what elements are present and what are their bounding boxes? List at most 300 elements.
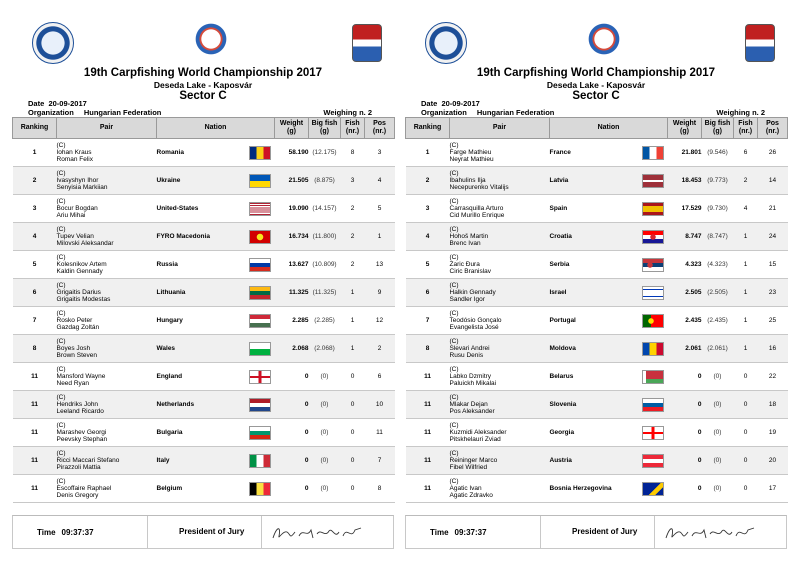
nation-cell: Belarus: [550, 363, 638, 391]
pair-cell: [57, 279, 157, 307]
table-row: [13, 139, 395, 167]
flag-cell: [245, 279, 275, 307]
flag-cell: [638, 251, 668, 279]
table-row: [13, 307, 395, 335]
fish-count-cell: 0: [734, 475, 758, 503]
date-value: 20-09-2017: [48, 99, 87, 108]
big-fish-cell: (0): [702, 391, 734, 419]
pair-cell: [450, 475, 550, 503]
pair-cell: [57, 335, 157, 363]
captain-marker: (C): [449, 422, 459, 429]
flag-cell: [245, 335, 275, 363]
weight-cell: 2.285: [275, 307, 309, 335]
fish-count-cell: 0: [734, 447, 758, 475]
flag-cell: [638, 419, 668, 447]
pair-member-2: Cid Murillo Enrique: [449, 212, 505, 219]
fish-count-cell: 1: [734, 279, 758, 307]
date-label: Date: [421, 99, 438, 108]
time-stamp: [430, 528, 487, 537]
position-cell: 20: [758, 447, 788, 475]
flag-cell: [638, 363, 668, 391]
nation-cell: Lithuania: [157, 279, 245, 307]
captain-marker: (C): [449, 198, 459, 205]
event-location: Deseda Lake - Kaposvár: [546, 80, 646, 90]
position-cell: 11: [365, 419, 395, 447]
weighing-number: Weighing n. 2: [716, 108, 765, 117]
flag-cell: [638, 335, 668, 363]
rank-cell: 6: [406, 279, 450, 307]
nation-cell: Georgia: [550, 419, 638, 447]
table-row: [406, 307, 788, 335]
captain-marker: (C): [56, 478, 66, 485]
position-cell: 8: [365, 475, 395, 503]
captain-marker: (C): [449, 282, 459, 289]
nation-cell: Bulgaria: [157, 419, 245, 447]
pair-member-2: Ciric Branislav: [449, 268, 492, 275]
nation-cell: Israel: [550, 279, 638, 307]
flag-cell: [638, 167, 668, 195]
nation-cell: United-States: [157, 195, 245, 223]
weight-cell: 0: [668, 475, 702, 503]
pair-member-1: Labko Dzmitry: [449, 373, 492, 380]
pair-cell: [450, 139, 550, 167]
big-fish-cell: (2.068): [309, 335, 341, 363]
header-fish: [341, 118, 365, 139]
table-row: [13, 167, 395, 195]
flag-cell: [638, 447, 668, 475]
pair-cell: [450, 307, 550, 335]
big-fish-cell: (2.061): [702, 335, 734, 363]
pair-member-1: Halkin Gennady: [449, 289, 496, 296]
fish-count-cell: 4: [734, 195, 758, 223]
captain-marker: (C): [56, 310, 66, 317]
weight-cell: 0: [668, 419, 702, 447]
slovenia-flag-icon: [642, 398, 664, 412]
rank-cell: 1: [406, 139, 450, 167]
time-label: Time: [430, 528, 449, 537]
fish-count-cell: 1: [341, 279, 365, 307]
header-big-fish: [309, 118, 341, 139]
results-sheet-right: [405, 0, 787, 565]
header-weight-unit: (g): [680, 128, 689, 135]
president-signature: [662, 522, 762, 544]
pair-member-1: Agatic Ivan: [449, 485, 482, 492]
captain-marker: (C): [56, 394, 66, 401]
pair-member-2: Brown Steven: [56, 352, 97, 359]
position-cell: 26: [758, 139, 788, 167]
big-fish-cell: (0): [309, 363, 341, 391]
captain-marker: (C): [449, 450, 459, 457]
date-value: 20-09-2017: [441, 99, 480, 108]
fish-count-cell: 0: [341, 447, 365, 475]
table-row: [13, 251, 395, 279]
pair-member-2: Sandler Igor: [449, 296, 485, 303]
fish-count-cell: 2: [734, 167, 758, 195]
ukraine-flag-icon: [249, 174, 271, 188]
pair-cell: [450, 363, 550, 391]
pair-member-1: Slevari Andrei: [449, 345, 490, 352]
header-ranking: Ranking: [13, 118, 57, 139]
pair-member-1: Teodósio Gonçalo: [449, 317, 502, 324]
championship-logo: [192, 20, 230, 58]
position-cell: 5: [365, 195, 395, 223]
weight-cell: 11.325: [275, 279, 309, 307]
organization-line: [421, 108, 554, 117]
footer-divider: [654, 516, 655, 548]
flag-cell: [638, 279, 668, 307]
pair-member-2: Neyrat Mathieu: [449, 156, 494, 163]
table-header-row: [406, 118, 788, 139]
header-weight-label: Weight: [672, 120, 697, 127]
pair-cell: [57, 363, 157, 391]
captain-marker: (C): [56, 142, 66, 149]
table-row: [13, 363, 395, 391]
pair-member-1: Iohan Kraus: [56, 149, 92, 156]
table-header-row: [13, 118, 395, 139]
header-weight-label: Weight: [279, 120, 304, 127]
pair-cell: [57, 419, 157, 447]
weight-cell: 0: [275, 447, 309, 475]
pair-member-2: Milovski Aleksandar: [56, 240, 114, 247]
latvia-flag-icon: [642, 174, 664, 188]
header-weight: [668, 118, 702, 139]
position-cell: 9: [365, 279, 395, 307]
footer-divider: [147, 516, 148, 548]
president-of-jury-label: President of Jury: [179, 527, 245, 536]
fish-count-cell: 0: [734, 363, 758, 391]
captain-marker: (C): [449, 226, 459, 233]
position-cell: 21: [758, 195, 788, 223]
header-fish-unit: (nr.): [345, 128, 360, 135]
pair-member-1: Kuzmidi Aleksander: [449, 429, 507, 436]
flag-cell: [245, 447, 275, 475]
event-title: 19th Carpfishing World Championship 2017: [476, 67, 716, 79]
header-pos-unit: (nr.): [765, 128, 780, 135]
table-row: [406, 139, 788, 167]
organization-label: Organization: [421, 108, 467, 117]
rank-cell: 8: [406, 335, 450, 363]
rank-cell: 11: [406, 363, 450, 391]
table-row: [406, 251, 788, 279]
position-cell: 3: [365, 139, 395, 167]
flag-cell: [638, 223, 668, 251]
pair-member-1: Ivasyshyn Ihor: [56, 177, 99, 184]
pair-member-1: Kolesnikov Artem: [56, 261, 107, 268]
big-fish-cell: (11.800): [309, 223, 341, 251]
nation-cell: Latvia: [550, 167, 638, 195]
flag-cell: [638, 195, 668, 223]
fish-count-cell: 6: [734, 139, 758, 167]
spain-flag-icon: [642, 202, 664, 216]
time-value: 09:37:37: [454, 528, 487, 537]
pair-member-1: Hohoš Martin: [449, 233, 489, 240]
table-row: [13, 419, 395, 447]
sector-heading: Sector C: [572, 90, 620, 102]
fish-count-cell: 0: [341, 475, 365, 503]
captain-marker: (C): [56, 282, 66, 289]
pair-member-2: Gazdag Zoltán: [56, 324, 100, 331]
big-fish-cell: (0): [309, 475, 341, 503]
pair-member-2: Pitskhelauri Zviad: [449, 436, 501, 443]
header-pos-label: Pos: [373, 120, 386, 127]
weight-cell: 21.505: [275, 167, 309, 195]
fish-count-cell: 0: [341, 391, 365, 419]
rank-cell: 1: [13, 139, 57, 167]
position-cell: 16: [758, 335, 788, 363]
nation-cell: Ukraine: [157, 167, 245, 195]
big-fish-cell: (0): [702, 475, 734, 503]
president-of-jury-label: President of Jury: [572, 527, 638, 536]
rank-cell: 11: [13, 391, 57, 419]
position-cell: 24: [758, 223, 788, 251]
lithuania-flag-icon: [249, 286, 271, 300]
championship-logo: [585, 20, 623, 58]
pair-member-2: Pirazzoli Mattia: [56, 464, 101, 471]
flag-cell: [245, 195, 275, 223]
hungary-flag-icon: [249, 314, 271, 328]
captain-marker: (C): [56, 422, 66, 429]
georgia-flag-icon: [642, 426, 664, 440]
weight-cell: 58.190: [275, 139, 309, 167]
table-row: [13, 195, 395, 223]
pair-cell: [57, 307, 157, 335]
position-cell: 22: [758, 363, 788, 391]
footer-bar: [12, 515, 394, 549]
table-row: [13, 447, 395, 475]
table-row: [13, 335, 395, 363]
nation-cell: Romania: [157, 139, 245, 167]
pair-cell: [450, 447, 550, 475]
fish-count-cell: 3: [341, 167, 365, 195]
table-row: [13, 223, 395, 251]
pair-member-1: Tupev Velian: [56, 233, 94, 240]
fish-count-cell: 0: [734, 391, 758, 419]
captain-marker: (C): [449, 170, 459, 177]
table-row: [406, 167, 788, 195]
fish-count-cell: 0: [734, 419, 758, 447]
pair-member-1: Boyes Josh: [56, 345, 91, 352]
rank-cell: 11: [13, 363, 57, 391]
table-row: [406, 419, 788, 447]
nation-cell: France: [550, 139, 638, 167]
rank-cell: 3: [406, 195, 450, 223]
captain-marker: (C): [449, 254, 459, 261]
weight-cell: 0: [668, 363, 702, 391]
header-big-fish: [702, 118, 734, 139]
pair-cell: [57, 447, 157, 475]
weight-cell: 0: [668, 391, 702, 419]
flag-cell: [245, 391, 275, 419]
date-line: [28, 99, 87, 108]
bulgaria-flag-icon: [249, 426, 271, 440]
pair-member-1: Mlakar Dejan: [449, 401, 488, 408]
hungarian-federation-crest: [745, 24, 775, 62]
flag-cell: [245, 139, 275, 167]
fish-count-cell: 2: [341, 195, 365, 223]
table-row: [406, 475, 788, 503]
captain-marker: (C): [56, 450, 66, 457]
weight-cell: 0: [275, 475, 309, 503]
position-cell: 4: [365, 167, 395, 195]
position-cell: 25: [758, 307, 788, 335]
flag-cell: [245, 167, 275, 195]
big-fish-cell: (10.809): [309, 251, 341, 279]
weight-cell: 2.505: [668, 279, 702, 307]
position-cell: 12: [365, 307, 395, 335]
federation-logo: [425, 22, 467, 64]
pair-member-2: Grigaitis Modestas: [56, 296, 111, 303]
table-row: [406, 195, 788, 223]
nation-cell: Russia: [157, 251, 245, 279]
footer-divider: [540, 516, 541, 548]
rank-cell: 11: [406, 447, 450, 475]
table-row: [13, 391, 395, 419]
weight-cell: 13.627: [275, 251, 309, 279]
nation-cell: Belgium: [157, 475, 245, 503]
rank-cell: 11: [406, 391, 450, 419]
pair-cell: [57, 475, 157, 503]
captain-marker: (C): [56, 170, 66, 177]
big-fish-cell: (2.505): [702, 279, 734, 307]
pair-member-2: Need Ryan: [56, 380, 90, 387]
big-fish-cell: (12.175): [309, 139, 341, 167]
header-big-fish-label: Big fish: [704, 120, 731, 127]
nation-cell: Moldova: [550, 335, 638, 363]
position-cell: 14: [758, 167, 788, 195]
usa-flag-icon: [249, 202, 271, 216]
big-fish-cell: (14.157): [309, 195, 341, 223]
flag-cell: [245, 307, 275, 335]
pair-cell: [57, 167, 157, 195]
pair-member-2: Brenc Ivan: [449, 240, 481, 247]
pair-cell: [450, 391, 550, 419]
netherlands-flag-icon: [249, 398, 271, 412]
organization-line: [28, 108, 161, 117]
position-cell: 1: [365, 223, 395, 251]
big-fish-cell: (0): [309, 391, 341, 419]
weight-cell: 16.734: [275, 223, 309, 251]
header-pair: Pair: [57, 118, 157, 139]
rank-cell: 5: [406, 251, 450, 279]
pair-cell: [57, 139, 157, 167]
pair-member-1: Escoffaire Raphael: [56, 485, 112, 492]
weight-cell: 4.323: [668, 251, 702, 279]
pair-member-2: Ariu Mihai: [56, 212, 86, 219]
table-row: [13, 475, 395, 503]
pair-member-1: Hendriks John: [56, 401, 99, 408]
pair-cell: [450, 223, 550, 251]
nation-cell: Hungary: [157, 307, 245, 335]
pair-member-2: Agatic Zdravko: [449, 492, 493, 499]
portugal-flag-icon: [642, 314, 664, 328]
big-fish-cell: (0): [309, 419, 341, 447]
fish-count-cell: 1: [734, 223, 758, 251]
pair-member-1: Rosko Peter: [56, 317, 93, 324]
header-pair: Pair: [450, 118, 550, 139]
pair-member-2: Pos Aleksander: [449, 408, 495, 415]
nation-cell: Bosnia Herzegovina: [550, 475, 638, 503]
fish-count-cell: 1: [341, 335, 365, 363]
captain-marker: (C): [56, 366, 66, 373]
table-row: [406, 279, 788, 307]
nation-cell: Netherlands: [157, 391, 245, 419]
flag-cell: [638, 307, 668, 335]
nation-cell: Austria: [550, 447, 638, 475]
rank-cell: 11: [13, 419, 57, 447]
position-cell: 6: [365, 363, 395, 391]
position-cell: 17: [758, 475, 788, 503]
header-ranking: Ranking: [406, 118, 450, 139]
belgium-flag-icon: [249, 482, 271, 496]
captain-marker: (C): [449, 366, 459, 373]
footer-bar: [405, 515, 787, 549]
captain-marker: (C): [449, 394, 459, 401]
fish-count-cell: 8: [341, 139, 365, 167]
pair-member-2: Roman Felix: [56, 156, 93, 163]
weight-cell: 2.435: [668, 307, 702, 335]
position-cell: 19: [758, 419, 788, 447]
weight-cell: 0: [275, 363, 309, 391]
rank-cell: 2: [406, 167, 450, 195]
organization-label: Organization: [28, 108, 74, 117]
time-stamp: [37, 528, 94, 537]
pair-member-1: Mansford Wayne: [56, 373, 106, 380]
israel-flag-icon: [642, 286, 664, 300]
big-fish-cell: (9.773): [702, 167, 734, 195]
pair-member-1: Grigaitis Darius: [56, 289, 101, 296]
table-row: [13, 279, 395, 307]
results-body: [406, 139, 788, 503]
pair-cell: [450, 251, 550, 279]
position-cell: 18: [758, 391, 788, 419]
weight-cell: 0: [668, 447, 702, 475]
event-location: Deseda Lake - Kaposvár: [153, 80, 253, 90]
captain-marker: (C): [449, 310, 459, 317]
fish-count-cell: 0: [341, 419, 365, 447]
results-table: [12, 117, 395, 503]
pair-member-2: Fibel Wilfried: [449, 464, 488, 471]
header-fish-unit: (nr.): [738, 128, 753, 135]
weight-cell: 0: [275, 419, 309, 447]
big-fish-cell: (0): [702, 447, 734, 475]
pair-member-2: Rusu Denis: [449, 352, 484, 359]
pair-member-1: Reininger Marco: [449, 457, 498, 464]
england-flag-icon: [249, 370, 271, 384]
pair-member-2: Evangelista José: [449, 324, 499, 331]
nation-cell: Spain: [550, 195, 638, 223]
fish-count-cell: 0: [341, 363, 365, 391]
position-cell: 15: [758, 251, 788, 279]
pair-member-1: Bocur Bogdan: [56, 205, 98, 212]
pair-member-1: Ricci Maccari Stefano: [56, 457, 120, 464]
pair-cell: [57, 195, 157, 223]
pair-member-2: Denis Gregory: [56, 492, 99, 499]
weight-cell: 2.068: [275, 335, 309, 363]
rank-cell: 11: [13, 447, 57, 475]
pair-member-2: Paluickh Mikalai: [449, 380, 497, 387]
header-fish-label: Fish: [345, 120, 360, 127]
rank-cell: 7: [13, 307, 57, 335]
captain-marker: (C): [449, 478, 459, 485]
captain-marker: (C): [56, 198, 66, 205]
president-signature: [269, 522, 369, 544]
header-fish: [734, 118, 758, 139]
flag-cell: [245, 363, 275, 391]
flag-cell: [245, 475, 275, 503]
weight-cell: 0: [275, 391, 309, 419]
big-fish-cell: (0): [309, 447, 341, 475]
time-label: Time: [37, 528, 56, 537]
